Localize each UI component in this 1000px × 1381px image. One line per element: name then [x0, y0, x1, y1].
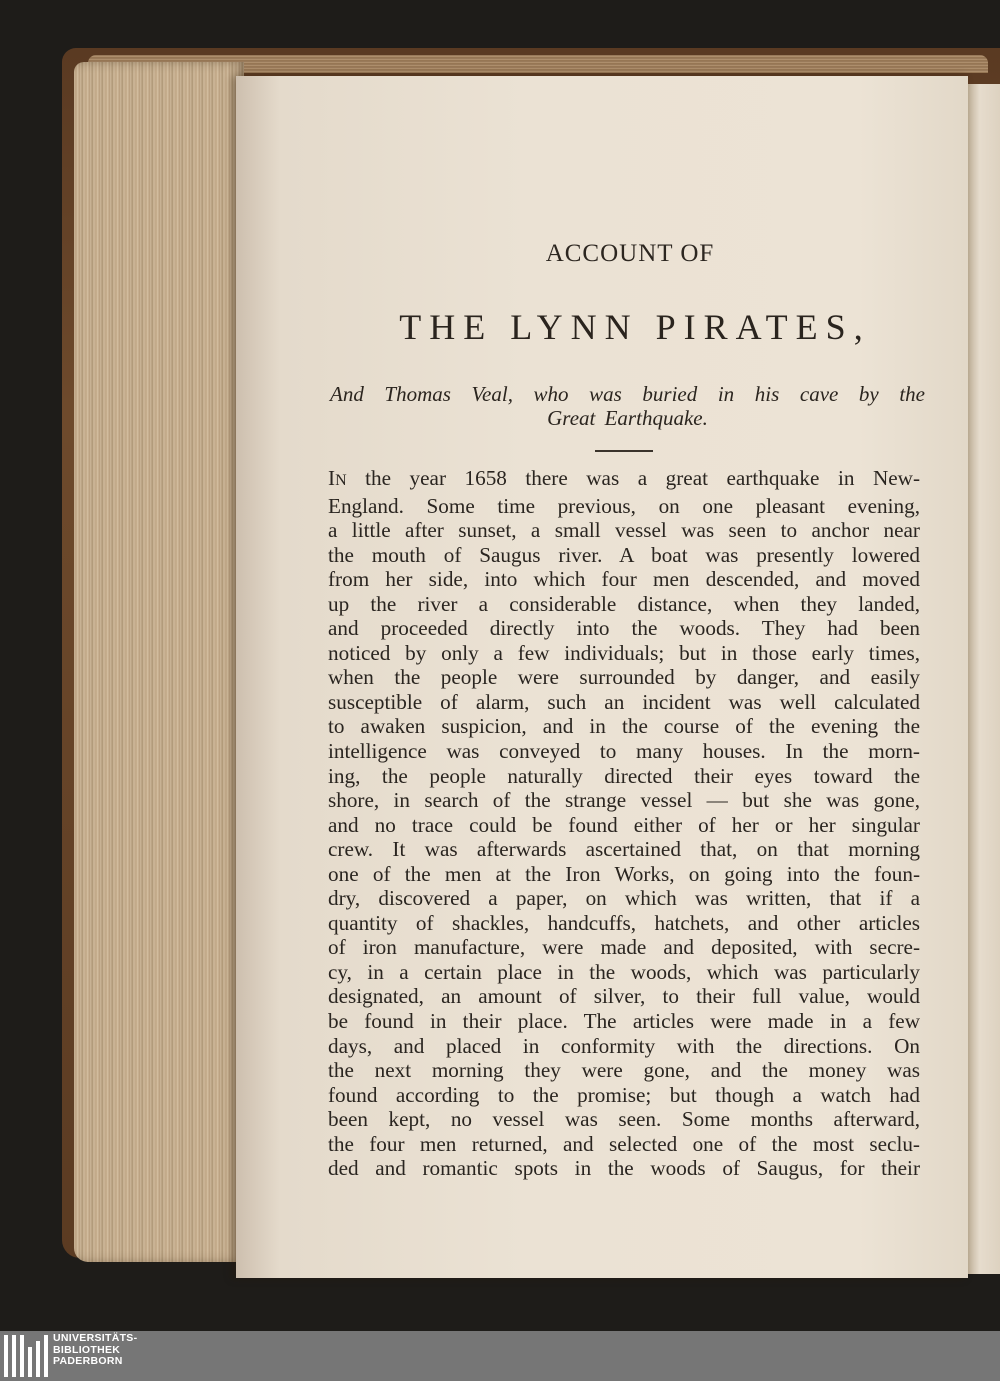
- library-logo-text: [53, 1333, 137, 1368]
- body-line: from her side, into which four men descended, and moved: [328, 567, 920, 592]
- body-line: cy, in a certain place in the woods, which was particularly: [328, 959, 920, 984]
- body-line: ded and romantic spots in the woods of Saugus, for their: [328, 1156, 920, 1181]
- body-line: a little after sunset, a small vessel was seen to anchor near: [328, 518, 920, 543]
- facing-page-edge: [966, 84, 1000, 1274]
- body-line: crew. It was afterwards ascertained that, on that morning: [328, 837, 920, 862]
- show-through-texture: [330, 135, 920, 161]
- page-edges-left: [74, 62, 244, 1262]
- divider-rule: [595, 450, 653, 452]
- body-line: up the river a considerable distance, when they landed,: [328, 591, 920, 616]
- body-line: one of the men at the Iron Works, on going into the foun-: [328, 861, 920, 886]
- heading-title: THE LYNN PIRATES,: [399, 307, 871, 347]
- body-line: ing, the people naturally directed their eyes toward the: [328, 763, 920, 788]
- logo-line: UNIVERSITÄTS-: [53, 1332, 138, 1344]
- library-logo-icon: [4, 1335, 48, 1377]
- body-line: days, and placed in conformity with the directions. On: [328, 1033, 920, 1058]
- body-line: quantity of shackles, handcuffs, hatchets, and other articles: [328, 910, 920, 935]
- body-line: designated, an amount of silver, to their full value, would: [328, 984, 920, 1009]
- body-line: be found in their place. The articles were made in a few: [328, 1009, 920, 1034]
- body-line: dry, discovered a paper, on which was written, that if a: [328, 886, 920, 911]
- body-line: the mouth of Saugus river. A boat was presently lowered: [328, 542, 920, 567]
- subtitle-line: Great Earthquake.: [547, 406, 708, 430]
- logo-line: BIBLIOTHEK: [53, 1343, 121, 1356]
- body-line: when the people were surrounded by danger, and easily: [328, 665, 920, 690]
- body-line: to awaken suspicion, and in the course of the evening the: [328, 714, 920, 739]
- body-line: the four men returned, and selected one of the most seclu-: [328, 1131, 920, 1156]
- heading-account-of: ACCOUNT OF: [545, 240, 715, 267]
- body-text: [328, 466, 920, 1181]
- body-line: intelligence was conveyed to many houses. In the morn-: [328, 739, 920, 764]
- footer-bar: [0, 1331, 1000, 1381]
- body-line: IN the year 1658 there was a great earthquake in New-: [328, 466, 920, 490]
- logo-line: PADERBORN: [53, 1355, 123, 1367]
- body-line: found according to the promise; but though a watch had: [328, 1082, 920, 1107]
- body-line: and no trace could be found either of her or her singular: [328, 812, 920, 837]
- body-line: of iron manufacture, were made and deposited, with secre-: [328, 935, 920, 960]
- body-line: England. Some time previous, on one pleasant evening,: [328, 493, 920, 518]
- body-line: shore, in search of the strange vessel — but she was gone,: [328, 788, 920, 813]
- body-line: noticed by only a few individuals; but in those early times,: [328, 640, 920, 665]
- body-line: been kept, no vessel was seen. Some months afterward,: [328, 1107, 920, 1132]
- body-line: susceptible of alarm, such an incident was well calculated: [328, 689, 920, 714]
- subtitle-line: And Thomas Veal, who was buried in his cave by the: [330, 382, 925, 406]
- body-line: and proceeded directly into the woods. They had been: [328, 616, 920, 641]
- body-line: the next morning they were gone, and the money was: [328, 1058, 920, 1083]
- subtitle: [330, 382, 925, 430]
